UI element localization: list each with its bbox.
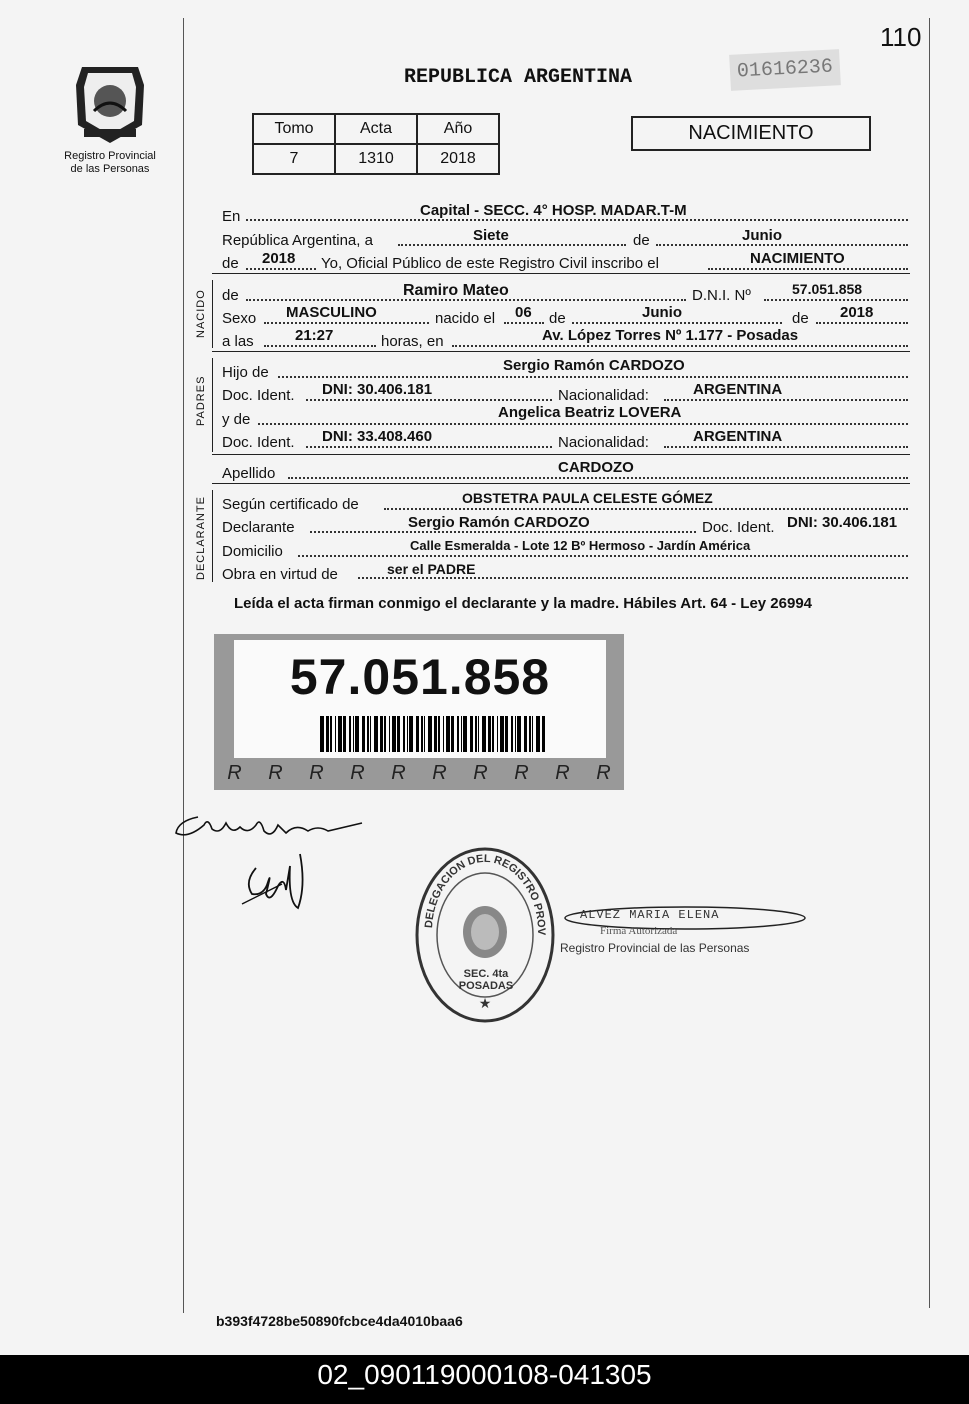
barcode-bar — [505, 716, 508, 752]
barcode-bar — [392, 716, 396, 752]
dotted-line — [306, 399, 552, 401]
father-doc: DNI: 30.406.181 — [322, 381, 433, 398]
pattern-letter: R — [514, 762, 529, 784]
pattern-letter: R — [391, 762, 406, 784]
pattern-letter: R — [268, 762, 283, 784]
barcode-bar — [500, 716, 504, 752]
father-doc-label: Doc. Ident. — [222, 387, 295, 404]
birth-year: 2018 — [840, 304, 874, 321]
hijo-de-label: Hijo de — [222, 364, 269, 381]
dotted-line — [816, 322, 908, 324]
dotted-line — [656, 244, 908, 246]
dotted-line — [504, 322, 544, 324]
barcode-bar — [421, 716, 423, 752]
y-de-label: y de — [222, 411, 251, 428]
mother-nationality: ARGENTINA — [693, 428, 783, 445]
nacido-section-label: NACIDO — [195, 289, 207, 338]
emblem-caption-line2: de las Personas — [70, 163, 150, 175]
barcode-bar — [438, 716, 440, 752]
pattern-letter: R — [432, 762, 447, 784]
barcode-bar — [370, 716, 371, 752]
barcode-bar — [451, 716, 454, 752]
barcode-bar — [536, 716, 540, 752]
barcode-bar — [482, 716, 486, 752]
dotted-line — [664, 446, 908, 448]
mother-nac-label: Nacionalidad: — [558, 434, 649, 451]
dotted-line — [246, 219, 908, 221]
dotted-line — [572, 322, 782, 324]
barcode-bar — [478, 716, 479, 752]
section-bracket — [212, 490, 213, 582]
barcode-bar — [326, 716, 329, 752]
dotted-line — [264, 322, 429, 324]
dotted-line — [264, 345, 376, 347]
serial-stamp: 01616236 — [729, 49, 841, 91]
day-value: Siete — [473, 227, 509, 244]
barcode-bar — [374, 716, 378, 752]
segun-label: Según certificado de — [222, 496, 359, 513]
father-nationality: ARGENTINA — [693, 381, 783, 398]
divider — [212, 273, 910, 274]
barcode-bar — [457, 716, 459, 752]
barcode-bar — [488, 716, 491, 752]
dotted-line — [384, 508, 908, 510]
apellido-value: CARDOZO — [558, 459, 634, 476]
en-label: En — [222, 208, 241, 225]
barcode-bar — [463, 716, 467, 752]
declarante-doc-label: Doc. Ident. — [702, 519, 775, 536]
stamp-name: ALVEZ MARIA ELENA — [580, 908, 720, 922]
barcode-bar — [343, 716, 346, 752]
inscribo-value: NACIMIENTO — [750, 250, 845, 267]
table-value-ano: 2018 — [417, 144, 499, 174]
dni-label: D.N.I. Nº — [692, 287, 751, 304]
stamp-role: Firma Autorizada — [600, 925, 678, 937]
pattern-letter: R — [227, 762, 242, 784]
pattern-letter: R — [350, 762, 365, 784]
declarante-doc: DNI: 30.406.181 — [787, 514, 898, 531]
domicilio-value: Calle Esmeralda - Lote 12 Bº Hermoso - Jardín América — [410, 538, 751, 553]
a-las-label: a las — [222, 333, 254, 350]
table-header-ano: Año — [417, 114, 499, 144]
pattern-letter: R — [309, 762, 324, 784]
barcode-bar — [517, 716, 521, 752]
barcode-bar — [320, 716, 324, 752]
barcode-bar — [470, 716, 473, 752]
barcode-bar — [362, 716, 365, 752]
table-value-tomo: 7 — [253, 144, 335, 174]
nacido-el-label: nacido el — [435, 310, 496, 327]
divider — [212, 454, 910, 455]
section-bracket — [212, 358, 213, 452]
emblem-caption-line1: Registro Provincial — [64, 150, 156, 162]
barcode-bar — [353, 716, 354, 752]
pattern-letter: R — [555, 762, 570, 784]
barcode-bar — [335, 716, 336, 752]
dotted-line — [398, 244, 626, 246]
table-value-acta: 1310 — [335, 144, 417, 174]
dotted-line — [310, 531, 696, 533]
barcode-bar — [434, 716, 437, 752]
mother-doc: DNI: 33.408.460 — [322, 428, 433, 445]
dotted-line — [246, 268, 316, 270]
mother-name: Angelica Beatriz LOVERA — [498, 404, 682, 421]
record-table — [252, 113, 500, 175]
barcode-bar — [349, 716, 351, 752]
declarante-section-label: DECLARANTE — [195, 496, 207, 580]
document-hash: b393f4728be50890fcbce4da4010baa6 — [216, 1313, 463, 1329]
sexo-label: Sexo — [222, 310, 257, 327]
barcode-bar — [443, 716, 444, 752]
barcode-bar — [542, 716, 545, 752]
birth-de-label: de — [549, 310, 566, 327]
record-type-box: NACIMIENTO — [631, 116, 871, 151]
province-emblem — [64, 55, 156, 147]
section-bracket — [212, 280, 213, 348]
barcode-bar — [380, 716, 383, 752]
barcode-bar — [492, 716, 494, 752]
dotted-line — [278, 376, 908, 378]
page-number: 110 — [880, 22, 922, 52]
seal-ring-text: DELEGACION DEL REGISTRO PROV — [423, 852, 548, 936]
stamp-office: Registro Provincial de las Personas — [560, 941, 750, 955]
official-seal — [410, 840, 560, 1025]
birth-month: Junio — [642, 304, 682, 321]
divider — [212, 483, 910, 484]
republica-label: República Argentina, a — [222, 232, 373, 249]
barcode-bar — [416, 716, 419, 752]
label-pattern-row — [214, 762, 624, 790]
barcode-bar — [475, 716, 477, 752]
dotted-line — [258, 423, 908, 425]
barcode-bar — [532, 716, 533, 752]
divider — [212, 351, 910, 352]
barcode-bar — [355, 716, 359, 752]
barcode-bar — [524, 716, 527, 752]
seal-ring — [410, 840, 560, 1025]
de-label: de — [633, 232, 650, 249]
segun-value: OBSTETRA PAULA CELESTE GÓMEZ — [462, 490, 713, 506]
birth-de-label-2: de — [792, 310, 809, 327]
dotted-line — [358, 577, 908, 579]
barcode-bar — [409, 716, 413, 752]
declarante-value: Sergio Ramón CARDOZO — [408, 514, 590, 531]
horas-label: horas, en — [381, 333, 444, 350]
obra-label: Obra en virtud de — [222, 566, 338, 583]
father-name: Sergio Ramón CARDOZO — [503, 357, 685, 374]
dni-barcode-label — [214, 634, 624, 790]
table-header-tomo: Tomo — [253, 114, 335, 144]
apellido-label: Apellido — [222, 465, 276, 482]
emblem-caption — [50, 150, 170, 176]
barcode-bar — [338, 716, 342, 752]
dotted-line — [298, 555, 908, 557]
page-title: REPUBLICA ARGENTINA — [404, 66, 633, 89]
seal-center-text: SEC. 4ta POSADAS — [458, 968, 514, 992]
barcode-bar — [461, 716, 462, 752]
barcode-bar — [389, 716, 390, 752]
barcode-bar — [367, 716, 369, 752]
pattern-letter: R — [596, 762, 611, 784]
month-value: Junio — [742, 227, 782, 244]
barcode-bar — [403, 716, 405, 752]
child-name: Ramiro Mateo — [403, 282, 509, 299]
padres-section-label: PADRES — [195, 375, 207, 426]
dotted-line — [708, 268, 908, 270]
signature-declarante — [168, 805, 368, 845]
child-dni: 57.051.858 — [792, 281, 863, 297]
footer-id: 02_090119000108-041305 — [0, 1355, 969, 1404]
barcode — [320, 716, 548, 752]
dotted-line — [452, 345, 908, 347]
barcode-bar — [529, 716, 531, 752]
birth-place: Av. López Torres Nº 1.177 - Posadas — [542, 327, 799, 344]
birth-day: 06 — [515, 304, 532, 321]
table-header-acta: Acta — [335, 114, 417, 144]
dotted-line — [664, 399, 908, 401]
closing-text: Leída el acta firman conmigo el declarante y la madre. Hábiles Art. 64 - Ley 26994 — [234, 595, 813, 612]
en-value: Capital - SECC. 4° HOSP. MADAR.T-M — [420, 202, 687, 219]
barcode-bar — [428, 716, 432, 752]
dotted-line — [288, 477, 908, 479]
sexo-value: MASCULINO — [286, 304, 377, 321]
nacido-de-label: de — [222, 287, 239, 304]
barcode-bar — [446, 716, 450, 752]
dotted-line — [306, 446, 552, 448]
barcode-bar — [330, 716, 332, 752]
barcode-bar — [424, 716, 425, 752]
obra-value: ser el PADRE — [387, 561, 476, 577]
father-nac-label: Nacionalidad: — [558, 387, 649, 404]
barcode-bars — [320, 716, 548, 752]
barcode-bar — [511, 716, 513, 752]
domicilio-label: Domicilio — [222, 543, 283, 560]
left-margin-line — [183, 18, 184, 1313]
svg-text:★: ★ — [478, 995, 492, 1011]
declarante-label: Declarante — [222, 519, 295, 536]
barcode-bar — [397, 716, 400, 752]
yo-label: Yo, Oficial Público de este Registro Civil inscribo el — [321, 255, 659, 272]
de2-label: de — [222, 255, 239, 272]
right-margin-line — [929, 18, 930, 1308]
barcode-bar — [384, 716, 386, 752]
barcode-bar — [407, 716, 408, 752]
signature-officer — [238, 846, 318, 916]
barcode-bar — [515, 716, 516, 752]
mother-doc-label: Doc. Ident. — [222, 434, 295, 451]
label-dni-number: 57.051.858 — [289, 649, 551, 705]
authorized-stamp — [560, 903, 810, 963]
birth-time: 21:27 — [295, 327, 334, 344]
barcode-bar — [497, 716, 498, 752]
pattern-letter: R — [473, 762, 488, 784]
year-value: 2018 — [262, 250, 296, 267]
dotted-line — [764, 299, 908, 301]
emblem-icon — [64, 55, 156, 147]
